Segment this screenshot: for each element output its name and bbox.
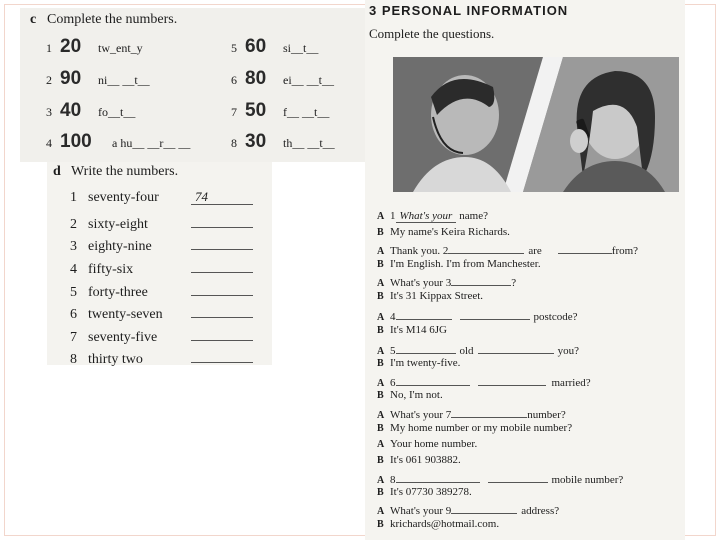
d-item-index: 7 [70, 330, 77, 345]
answer-field-1[interactable]: What's your [396, 210, 457, 223]
gap-number: 8 [390, 474, 396, 486]
answer-field-6a[interactable] [396, 374, 470, 386]
d-item-1 [70, 189, 253, 206]
speaker-label: A [377, 378, 385, 389]
d-item-2 [70, 212, 253, 233]
speaker-label: A [377, 312, 385, 323]
c-item-number: 80 [245, 68, 267, 89]
line-text: My name's Keira Richards. [390, 226, 510, 238]
d-item-8 [70, 347, 253, 368]
exercise-d-title: Write the numbers. [71, 164, 179, 179]
c-item-1 [46, 36, 143, 58]
dialogue-line-8 [377, 324, 447, 336]
d-item-index: 8 [70, 352, 77, 367]
speaker-label: B [377, 259, 384, 270]
c-item-7 [231, 100, 329, 122]
speaker-label: A [377, 211, 385, 222]
line-text: My home number or my mobile number? [390, 422, 573, 434]
c-item-number: 50 [245, 100, 267, 121]
dialogue-line-13 [377, 406, 566, 421]
line-text: krichards@hotmail.com. [390, 518, 500, 530]
dialogue-line-1 [377, 210, 488, 223]
dialogue-line-16 [377, 454, 461, 466]
dialogue-line-20 [377, 518, 499, 530]
c-item-number: 90 [60, 68, 82, 89]
answer-field-4b[interactable] [460, 308, 530, 320]
c-item-6 [231, 68, 334, 90]
c-item-number: 60 [245, 36, 267, 57]
gap-number: 1 [390, 210, 396, 222]
speaker-label: A [377, 410, 385, 421]
answer-field-2a[interactable] [448, 242, 524, 254]
line-text: No, I'm not. [390, 389, 443, 401]
dialogue-line-9 [377, 342, 579, 357]
dialogue-line-3 [377, 242, 638, 257]
c-item-3 [46, 100, 135, 122]
speaker-label: B [377, 519, 384, 530]
line-text: It's 31 Kippax Street. [390, 290, 484, 302]
speaker-label: B [377, 291, 384, 302]
speaker-label: A [377, 475, 385, 486]
phone-call-photo [393, 57, 679, 192]
c-item-fragment[interactable]: fo__t__ [98, 105, 136, 119]
line-text: are [528, 245, 542, 257]
c-item-fragment[interactable]: th__ __t__ [283, 136, 335, 150]
answer-field-5b[interactable] [478, 342, 554, 354]
d-answer-field[interactable] [191, 212, 253, 228]
dialogue-line-11 [377, 374, 591, 389]
exercise-3-instruction: Complete the questions. [369, 26, 495, 41]
line-text: name? [459, 210, 488, 222]
line-text: mobile number? [551, 474, 624, 486]
c-item-5 [231, 36, 318, 58]
answer-field-7[interactable] [451, 406, 527, 418]
c-item-index: 3 [46, 105, 52, 119]
line-text: address? [521, 505, 560, 517]
d-item-word: fifty-six [88, 262, 134, 277]
line-text: I'm twenty-five. [390, 357, 461, 369]
line-text: from? [611, 245, 639, 257]
dialogue-line-14 [377, 422, 572, 434]
dialogue-line-10 [377, 357, 460, 369]
exercise-3-heading: 3 PERSONAL INFORMATION [369, 3, 569, 18]
speaker-label: B [377, 455, 384, 466]
d-item-word: thirty two [88, 352, 143, 367]
d-item-index: 2 [70, 217, 77, 232]
c-item-fragment[interactable]: a hu__ __r__ __ [112, 136, 191, 150]
d-answer-field[interactable] [191, 234, 253, 250]
dialogue-line-15 [377, 438, 477, 450]
dialogue-line-17 [377, 471, 623, 486]
d-item-6 [70, 302, 253, 323]
c-item-index: 7 [231, 105, 237, 119]
c-item-index: 2 [46, 73, 52, 87]
dialogue-line-18 [377, 486, 472, 498]
c-item-2 [46, 68, 150, 90]
c-item-fragment[interactable]: tw_ent_y [98, 41, 143, 55]
d-answer-field[interactable] [191, 257, 253, 273]
d-item-word: forty-three [88, 285, 148, 300]
line-text: ? [511, 277, 517, 289]
c-item-number: 20 [60, 36, 82, 57]
speaker-label: B [377, 423, 384, 434]
line-text: What's your 3 [390, 277, 452, 289]
line-text: It's M14 6JG [390, 324, 447, 336]
dialogue-line-6 [377, 290, 483, 302]
dialogue-line-19 [377, 502, 559, 517]
line-text: I'm English. I'm from Manchester. [390, 258, 541, 270]
speaker-label: B [377, 358, 384, 369]
line-text: old [459, 345, 474, 357]
speaker-label: A [377, 246, 385, 257]
gap-number: 5 [390, 345, 396, 357]
speaker-label: B [377, 390, 384, 401]
d-item-word: sixty-eight [88, 217, 148, 232]
d-answer-field[interactable] [191, 280, 253, 296]
d-item-word: twenty-seven [88, 307, 163, 322]
line-text: What's your 7 [390, 409, 452, 421]
c-item-fragment[interactable]: ni__ __t__ [98, 73, 150, 87]
d-answer-field[interactable]: 74 [191, 189, 253, 205]
speaker-label: A [377, 278, 385, 289]
line-text: postcode? [533, 311, 578, 323]
c-item-number: 100 [60, 131, 92, 152]
line-text: What's your 9 [390, 505, 452, 517]
line-text: It's 061 903882. [390, 454, 461, 466]
line-text: number? [527, 409, 566, 421]
c-item-index: 5 [231, 41, 237, 55]
answer-field-3[interactable] [451, 274, 511, 286]
speaker-label: A [377, 346, 385, 357]
d-answer-field[interactable] [191, 325, 253, 341]
line-text: married? [551, 377, 591, 389]
d-item-index: 3 [70, 239, 77, 254]
answer-field-2b[interactable] [558, 242, 612, 254]
exercise-c-title: Complete the numbers. [47, 12, 178, 27]
c-item-8 [231, 131, 335, 153]
d-item-7 [70, 325, 253, 346]
exercise-c-letter: c [30, 12, 37, 27]
dialogue-line-5 [377, 274, 516, 289]
line-text: Thank you. 2 [390, 245, 449, 257]
c-item-fragment[interactable]: f__ __t__ [283, 105, 330, 119]
d-item-word: eighty-nine [88, 239, 152, 254]
answer-field-5a[interactable] [396, 342, 456, 354]
d-item-4 [70, 257, 253, 278]
d-answer-field[interactable] [191, 347, 253, 363]
speaker-label: B [377, 487, 384, 498]
answer-field-4a[interactable] [396, 308, 452, 320]
d-item-3 [70, 234, 253, 255]
speaker-label: B [377, 325, 384, 336]
d-answer-field[interactable] [191, 302, 253, 318]
answer-field-8b[interactable] [488, 471, 548, 483]
answer-field-9[interactable] [451, 502, 517, 514]
c-item-number: 40 [60, 100, 82, 121]
c-item-index: 4 [46, 136, 52, 150]
c-item-index: 8 [231, 136, 237, 150]
speaker-label: A [377, 439, 385, 450]
d-item-word: seventy-four [88, 190, 159, 205]
line-text: you? [557, 345, 579, 357]
speaker-label: A [377, 506, 385, 517]
d-item-index: 1 [70, 190, 77, 205]
speaker-label: B [377, 227, 384, 238]
d-item-word: seventy-five [88, 330, 158, 345]
gap-number: 6 [390, 377, 396, 389]
line-text: It's 07730 389278. [390, 486, 472, 498]
c-item-index: 6 [231, 73, 237, 87]
c-item-fragment[interactable]: ei__ __t__ [283, 73, 334, 87]
c-item-index: 1 [46, 41, 52, 55]
d-item-index: 5 [70, 285, 77, 300]
gap-number: 4 [390, 311, 396, 323]
c-item-fragment[interactable]: si__t__ [283, 41, 319, 55]
dialogue-line-4 [377, 258, 541, 270]
d-item-5 [70, 280, 253, 301]
exercise-d-letter: d [53, 164, 61, 179]
d-item-index: 4 [70, 262, 77, 277]
dialogue-line-2 [377, 226, 510, 238]
dialogue-line-12 [377, 389, 443, 401]
c-item-4 [46, 131, 190, 153]
d-item-index: 6 [70, 307, 77, 322]
c-item-number: 30 [245, 131, 267, 152]
dialogue-line-7 [377, 308, 577, 323]
line-text: Your home number. [390, 438, 478, 450]
answer-field-8a[interactable] [396, 471, 480, 483]
answer-field-6b[interactable] [478, 374, 546, 386]
phone-call-illustration [393, 57, 679, 192]
